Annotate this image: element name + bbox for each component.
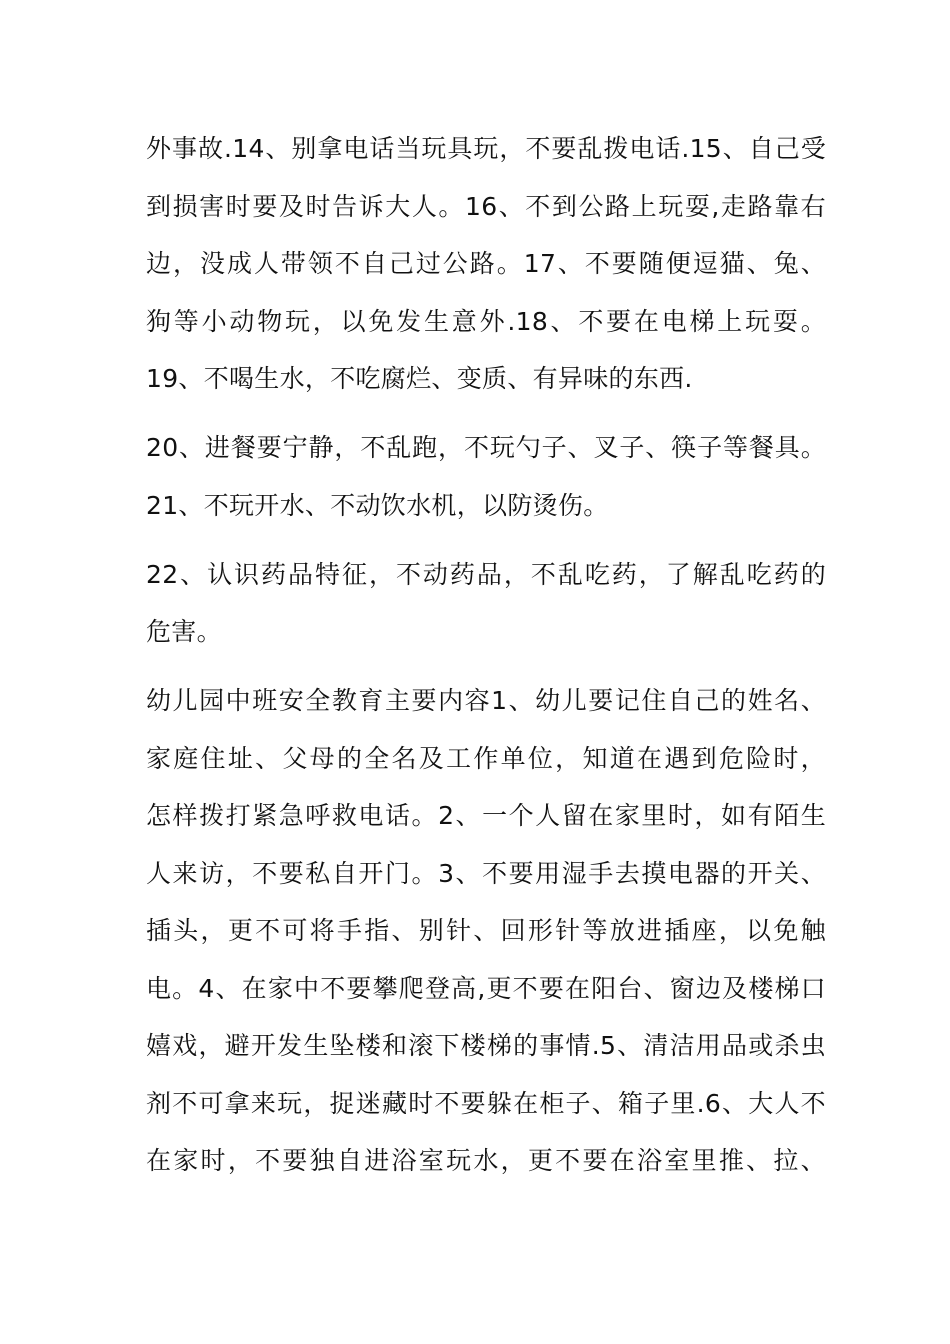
text-line: 电。4、在家中不要攀爬登高,更不要在阳台、窗边及楼梯口 — [146, 974, 826, 1003]
text-line: 人来访，不要私自开门。3、不要用湿手去摸电器的开关、 — [146, 859, 826, 888]
text-line: 插头，更不可将手指、别针、回形针等放进插座，以免触 — [146, 916, 826, 945]
text-line: 嬉戏，避开发生坠楼和滚下楼梯的事情.5、清洁用品或杀虫 — [146, 1031, 826, 1060]
text-line: 剂不可拿来玩，捉迷藏时不要躲在柜子、箱子里.6、大人不 — [146, 1089, 826, 1118]
text-line: 家庭住址、父母的全名及工作单位，知道在遇到危险时， — [146, 744, 826, 773]
text-line: 19、不喝生水，不吃腐烂、变质、有异味的东西. — [146, 364, 693, 393]
text-line: 怎样拨打紧急呼救电话。2、一个人留在家里时，如有陌生 — [146, 801, 826, 830]
text-line: 狗等小动物玩，以免发生意外.18、不要在电梯上玩耍。 — [146, 307, 826, 336]
text-line: 幼儿园中班安全教育主要内容1、幼儿要记住自己的姓名、 — [146, 686, 826, 715]
text-line: 21、不玩开水、不动饮水机，以防烫伤。 — [146, 491, 609, 520]
text-line: 外事故.14、别拿电话当玩具玩，不要乱拨电话.15、自己受 — [146, 134, 826, 163]
text-line: 22、认识药品特征，不动药品，不乱吃药，了解乱吃药的 — [146, 560, 826, 589]
text-line: 到损害时要及时告诉大人。16、不到公路上玩耍,走路靠右 — [146, 192, 826, 221]
text-line: 边，没成人带领不自己过公路。17、不要随便逗猫、兔、 — [146, 249, 826, 278]
text-line: 在家时，不要独自进浴室玩水，更不要在浴室里推、拉、 — [146, 1146, 826, 1175]
text-line: 危害。 — [146, 617, 222, 646]
text-line: 20、进餐要宁静，不乱跑，不玩勺子、叉子、筷子等餐具。 — [146, 433, 826, 462]
